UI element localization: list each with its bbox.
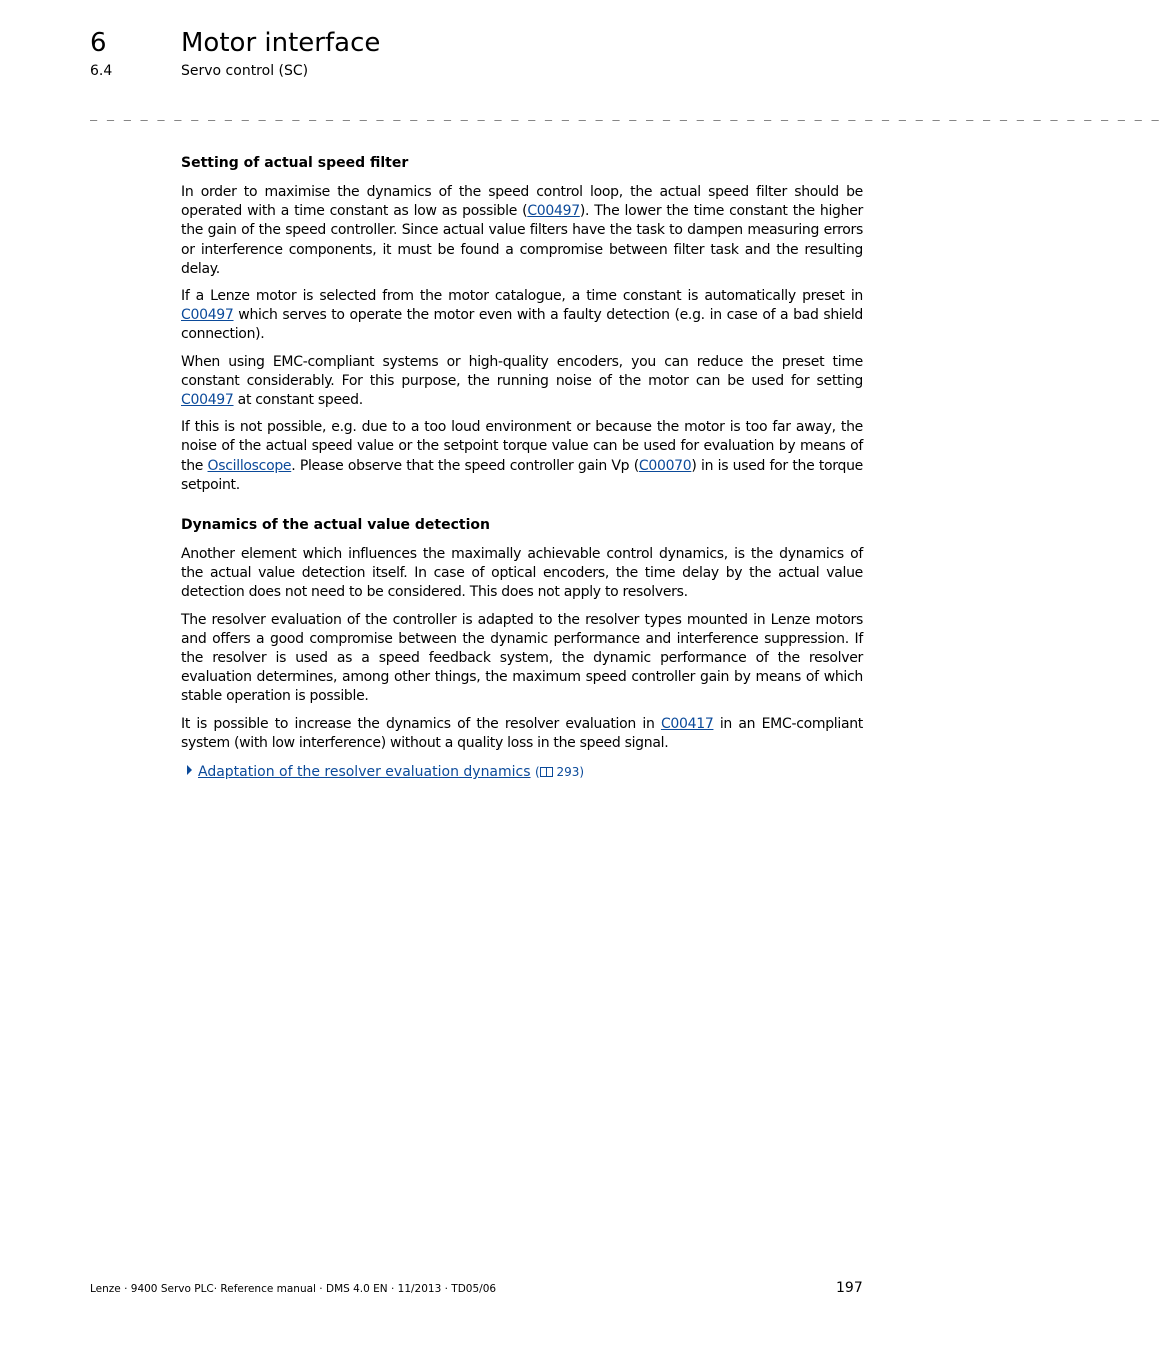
section-title: Servo control (SC) [181, 63, 309, 79]
page-content [181, 154, 863, 782]
text: at constant speed. [233, 392, 363, 409]
paragraph: The resolver evaluation of the controller is adapted to the resolver types mounted in Lenze motors and offers a good compromise between the dynamic performance and interference suppression. If the resolver is used as a speed feedback system, the dynamic performance of the resolver evaluation determines, among other things, the maximum speed controller gain by means of which stable operation is possible. [181, 611, 863, 705]
link-c00070[interactable]: C00070 [638, 457, 692, 474]
text: If this is not possible, e.g. due to a too loud environment or because the motor is too far away, the noise of the actual speed value or the setpoint torque value can be used for evaluation by means of the [181, 419, 863, 474]
text: which serves to operate the motor even with a faulty detection (e.g. in case of a bad shield connection). [181, 307, 863, 343]
heading-actual-value-detection: Dynamics of the actual value detection [181, 517, 490, 534]
paragraph [181, 418, 863, 495]
link-c00497[interactable]: C00497 [527, 203, 580, 220]
text: ( [535, 765, 540, 780]
paragraph [181, 183, 863, 279]
text: 293 [552, 765, 580, 780]
text: ) [579, 765, 585, 780]
paragraph [181, 715, 863, 753]
header-rule: _ _ _ _ _ _ _ _ _ _ _ _ _ _ _ _ _ _ _ _ _ _ _ _ _ _ _ _ _ _ _ _ _ _ _ _ _ _ _ _ _ _ _ _ _ _ _ _ _ _ _ _ _ _ _ _ _ _ _ _ _ _ _ _ [90, 107, 1160, 121]
text: In order to maximise the dynamics of the speed control loop, the actual speed filter should be operated with a time constant as low as possible ( [181, 184, 863, 220]
heading-actual-speed-filter: Setting of actual speed filter [181, 155, 409, 171]
link-adaptation-resolver[interactable]: Adaptation of the resolver evaluation dynamics [198, 764, 531, 781]
text: When using EMC-compliant systems or high-quality encoders, you can reduce the preset time constant considerably. For this purpose, the running noise of the motor can be used for setting [181, 353, 863, 389]
link-c00417[interactable]: C00417 [660, 715, 714, 732]
paragraph [181, 353, 863, 411]
link-c00497[interactable]: C00497 [181, 392, 234, 409]
arrow-right-icon [187, 765, 192, 775]
book-icon [540, 767, 553, 777]
text: It is possible to increase the dynamics of the resolver evaluation in [181, 715, 661, 732]
link-oscilloscope[interactable]: Oscilloscope [207, 457, 292, 474]
text: ) in is used for the torque setpoint. [181, 457, 863, 493]
page-number: 197 [836, 1280, 863, 1296]
text: ). The lower the time constant the higher the gain of the speed controller. Since actual value filters have the task to dampen measuring errors or interference components, it must be found a compromise between filter task and the resulting delay. [181, 203, 863, 277]
cross-reference [181, 763, 863, 782]
chapter-number: 6 [90, 28, 107, 58]
text: . Please observe that the speed controller gain Vp ( [291, 457, 639, 474]
footer-text: Lenze · 9400 Servo PLC· Reference manual · DMS 4.0 EN · 11/2013 · TD05/06 [90, 1283, 497, 1295]
text: If a Lenze motor is selected from the motor catalogue, a time constant is automatically preset in [181, 288, 863, 305]
text: in an EMC-compliant system (with low interference) without a quality loss in the speed signal. [181, 715, 864, 751]
page-reference[interactable] [535, 765, 584, 779]
paragraph: Another element which influences the maximally achievable control dynamics, is the dynamics of the actual value detection itself. In case of optical encoders, the time delay by the actual value detection does not need to be considered. This does not apply to resolvers. [181, 546, 863, 601]
link-c00497[interactable]: C00497 [181, 307, 234, 324]
section-number: 6.4 [90, 63, 113, 79]
paragraph [181, 287, 863, 345]
chapter-title: Motor interface [181, 28, 381, 58]
